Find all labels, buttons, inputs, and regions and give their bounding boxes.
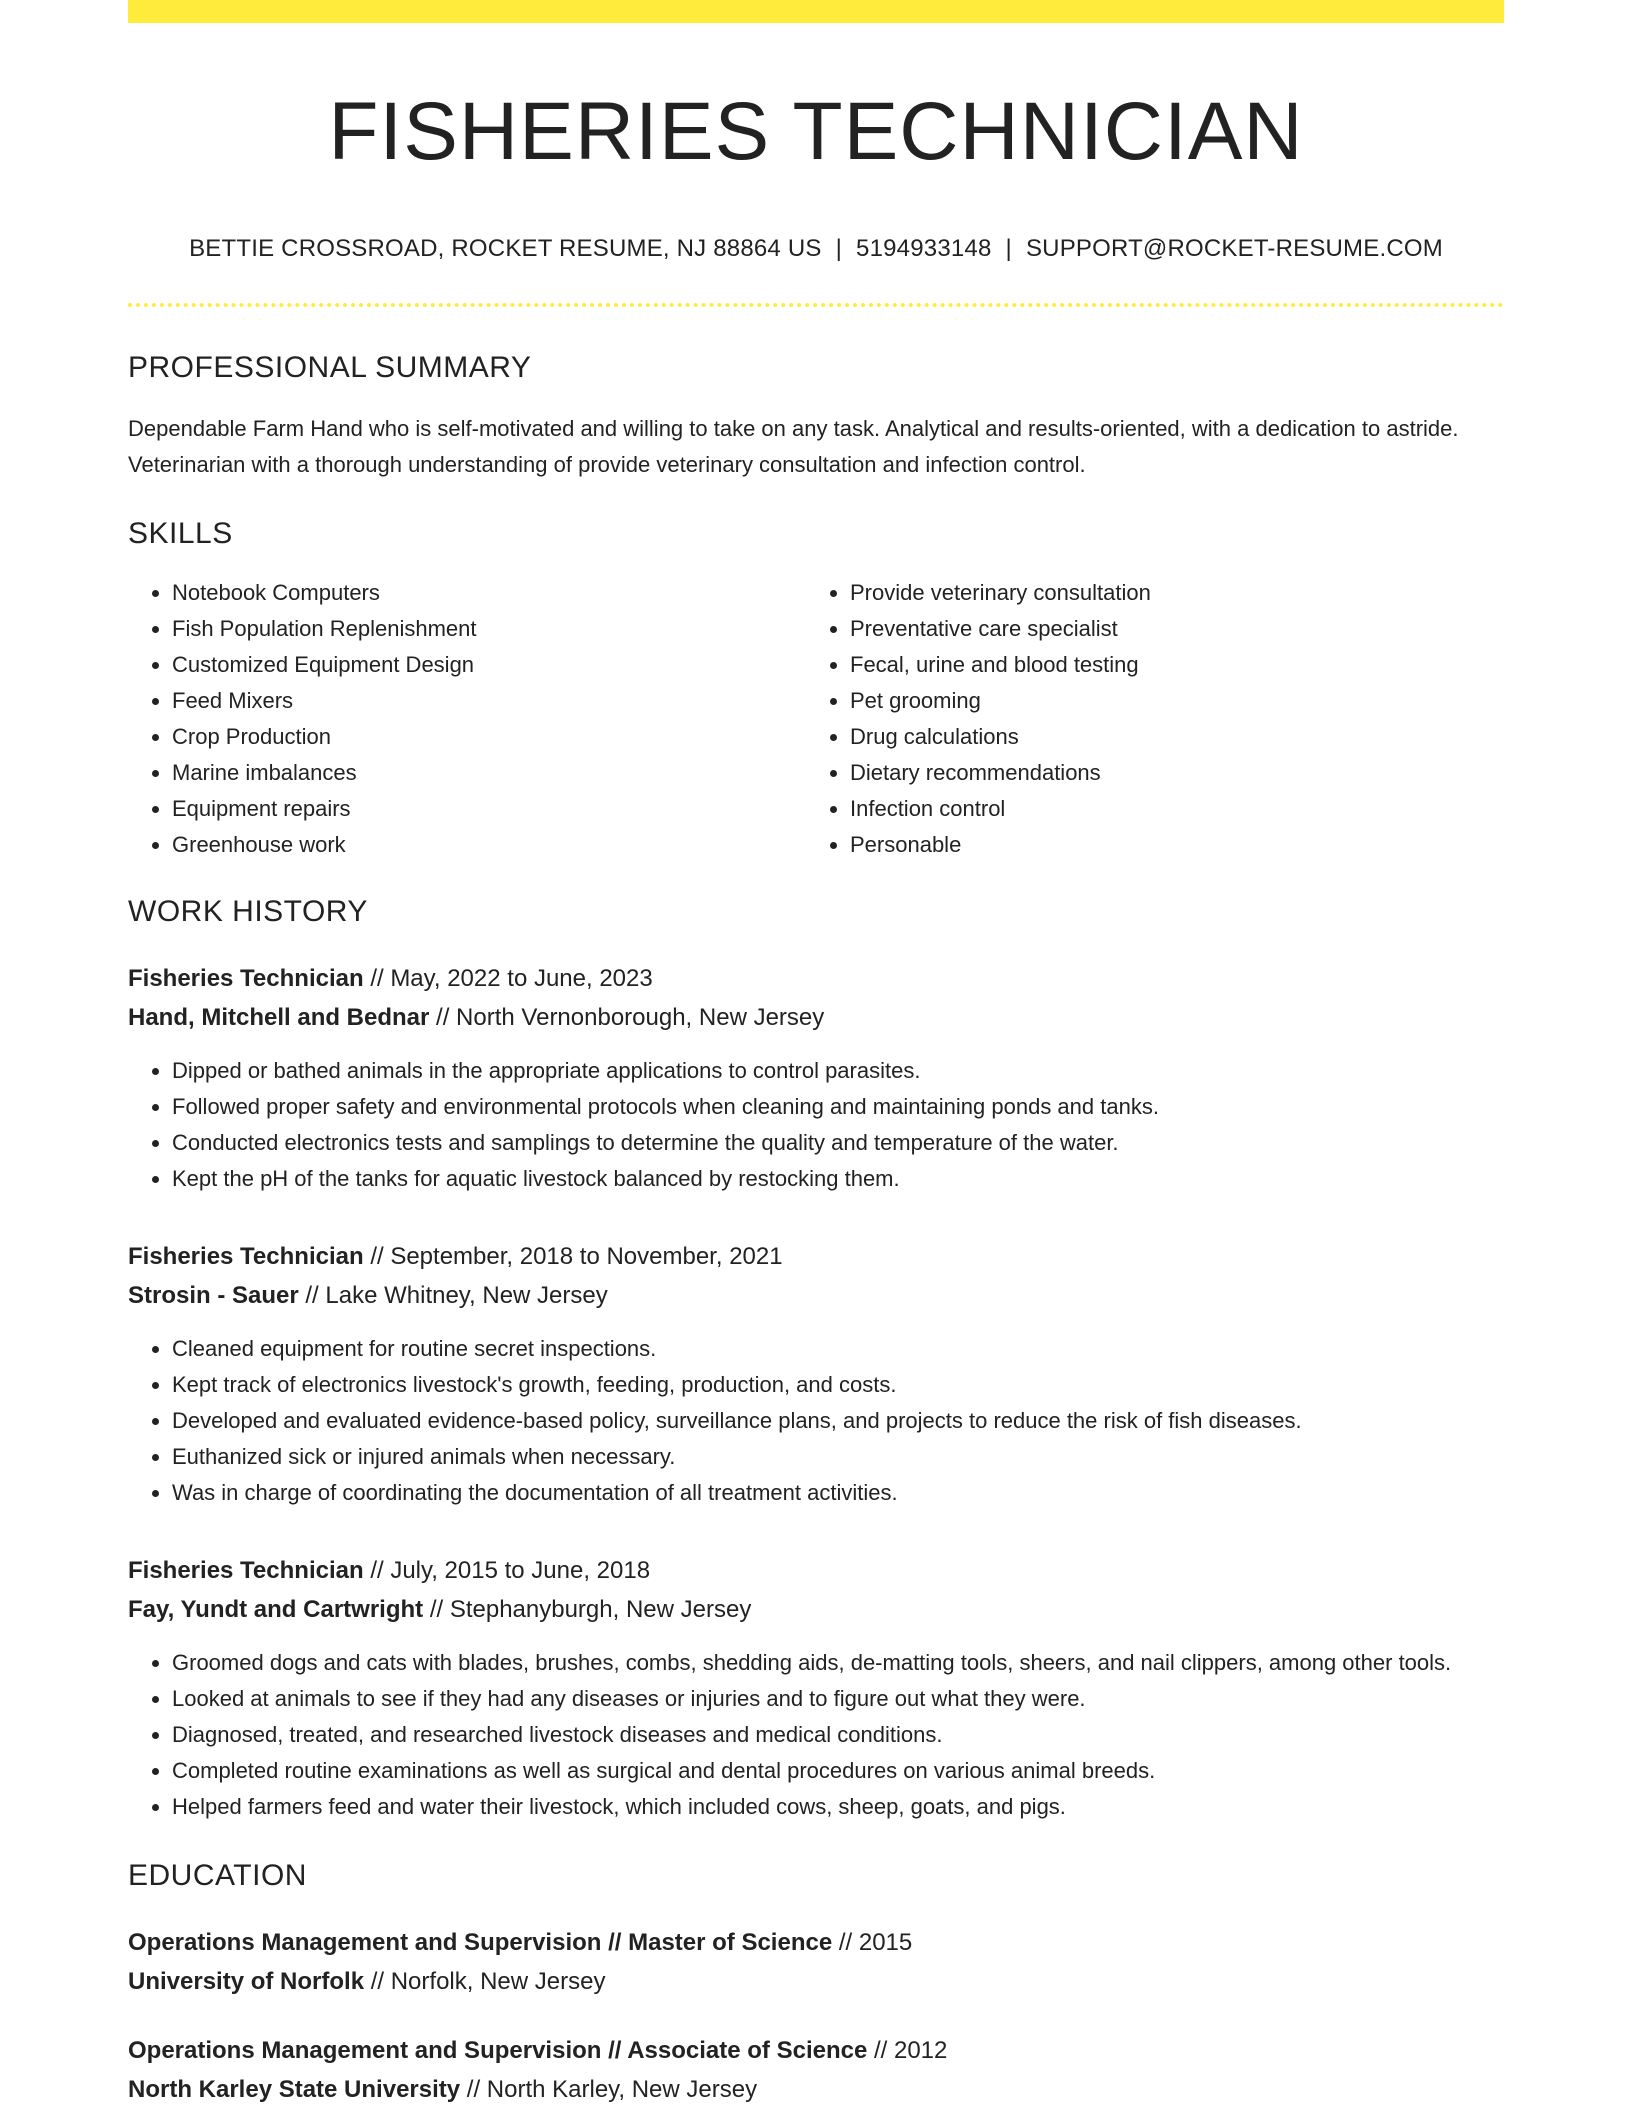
- skill-item: • Pet grooming: [850, 683, 1484, 719]
- skill-item: • Greenhouse work: [172, 827, 806, 863]
- skill-item: • Fecal, urine and blood testing: [850, 647, 1484, 683]
- job-entry: [128, 1551, 1504, 1825]
- job-bullet: • Diagnosed, treated, and researched livestock diseases and medical conditions.: [172, 1717, 1504, 1753]
- education-degree: Operations Management and Supervision // Master of Science: [128, 1929, 833, 1957]
- skill-item: • Marine imbalances: [172, 755, 806, 791]
- skill-item: • Infection control: [850, 791, 1484, 827]
- resume-page: [128, 0, 1504, 2109]
- education-year: // 2012: [873, 2037, 948, 2065]
- job-bullet: • Was in charge of coordinating the documentation of all treatment activities.: [172, 1475, 1504, 1511]
- section-heading-education: EDUCATION: [128, 1859, 307, 1893]
- education-school: University of Norfolk: [128, 1968, 365, 1996]
- job-company-line: [128, 1590, 1504, 1629]
- job-company-line: [128, 1276, 1504, 1315]
- education-degree: Operations Management and Supervision // Associate of Science: [128, 2037, 868, 2065]
- job-bullet: • Completed routine examinations as well as surgical and dental procedures on various animal breeds.: [172, 1753, 1504, 1789]
- job-bullet: • Followed proper safety and environmental protocols when cleaning and maintaining ponds and tanks.: [172, 1089, 1504, 1125]
- section-heading-skills: SKILLS: [128, 517, 233, 551]
- job-title: Fisheries Technician: [128, 1557, 364, 1585]
- job-company: Hand, Mitchell and Bednar: [128, 1004, 430, 1032]
- skills-columns: [128, 575, 1504, 863]
- job-bullets: [128, 1645, 1504, 1825]
- job-title-line: [128, 1551, 1504, 1590]
- job-title: Fisheries Technician: [128, 965, 364, 993]
- job-bullet: • Cleaned equipment for routine secret inspections.: [172, 1331, 1504, 1367]
- education-entry: [128, 2031, 1504, 2109]
- job-bullet: • Kept the pH of the tanks for aquatic livestock balanced by restocking them.: [172, 1161, 1504, 1197]
- education-entry: [128, 1923, 1504, 2001]
- skill-item: • Crop Production: [172, 719, 806, 755]
- job-bullet: • Groomed dogs and cats with blades, brushes, combs, shedding aids, de-matting tools, sheers, and nail clippers, among other tools.: [172, 1645, 1504, 1681]
- job-location: // Lake Whitney, New Jersey: [305, 1282, 608, 1310]
- job-title: Fisheries Technician: [128, 1243, 364, 1271]
- job-bullet: • Developed and evaluated evidence-based policy, surveillance plans, and projects to reduce the risk of fish diseases.: [172, 1403, 1504, 1439]
- job-location: // North Vernonborough, New Jersey: [436, 1004, 825, 1032]
- job-dates: // May, 2022 to June, 2023: [370, 965, 653, 993]
- job-bullet: • Conducted electronics tests and samplings to determine the quality and temperature of the water.: [172, 1125, 1504, 1161]
- job-bullets: [128, 1053, 1504, 1197]
- job-bullet: • Euthanized sick or injured animals when necessary.: [172, 1439, 1504, 1475]
- contact-phone: 5194933148: [856, 235, 992, 263]
- accent-top-bar: [128, 0, 1504, 23]
- skill-item: • Preventative care specialist: [850, 611, 1484, 647]
- section-heading-summary: PROFESSIONAL SUMMARY: [128, 351, 532, 385]
- education-school: North Karley State University: [128, 2076, 461, 2104]
- job-title-line: [128, 1237, 1504, 1276]
- job-bullet: • Dipped or bathed animals in the appropriate applications to control parasites.: [172, 1053, 1504, 1089]
- skill-item: • Provide veterinary consultation: [850, 575, 1484, 611]
- dotted-divider: [128, 303, 1504, 307]
- education-degree-line: [128, 2031, 1504, 2070]
- job-entry: [128, 959, 1504, 1197]
- job-title-line: [128, 959, 1504, 998]
- education-school-line: [128, 2070, 1504, 2109]
- skill-item: • Dietary recommendations: [850, 755, 1484, 791]
- job-company: Fay, Yundt and Cartwright: [128, 1596, 424, 1624]
- job-bullets: [128, 1331, 1504, 1511]
- skill-item: • Drug calculations: [850, 719, 1484, 755]
- job-dates: // September, 2018 to November, 2021: [370, 1243, 783, 1271]
- resume-title: FISHERIES TECHNICIAN: [328, 86, 1304, 177]
- job-bullet: • Kept track of electronics livestock's growth, feeding, production, and costs.: [172, 1367, 1504, 1403]
- job-bullet: • Helped farmers feed and water their livestock, which included cows, sheep, goats, and pigs.: [172, 1789, 1504, 1825]
- education-location: // North Karley, New Jersey: [466, 2076, 758, 2104]
- skill-item: • Notebook Computers: [172, 575, 806, 611]
- contact-separator: |: [835, 235, 843, 263]
- section-heading-work-history: WORK HISTORY: [128, 895, 368, 929]
- education-location: // Norfolk, New Jersey: [370, 1968, 606, 1996]
- education-degree-line: [128, 1923, 1504, 1962]
- job-dates: // July, 2015 to June, 2018: [370, 1557, 651, 1585]
- summary-text: Dependable Farm Hand who is self-motivated and willing to take on any task. Analytical and results-oriented, with a dedication to astride. Veterinarian with a thorough understanding of provide veterinary consultation and infection control.: [128, 416, 1459, 478]
- job-bullet: • Looked at animals to see if they had any diseases or injuries and to figure out what they were.: [172, 1681, 1504, 1717]
- job-company: Strosin - Sauer: [128, 1282, 299, 1310]
- skills-list-right: [806, 575, 1484, 863]
- contact-separator: |: [1005, 235, 1012, 263]
- contact-email[interactable]: SUPPORT@ROCKET-RESUME.COM: [1025, 235, 1443, 263]
- skill-item: • Fish Population Replenishment: [172, 611, 806, 647]
- skill-item: • Customized Equipment Design: [172, 647, 806, 683]
- job-company-line: [128, 998, 1504, 1037]
- job-location: // Stephanyburgh, New Jersey: [429, 1596, 752, 1624]
- education-year: // 2015: [838, 1929, 913, 1957]
- skill-item: • Feed Mixers: [172, 683, 806, 719]
- skills-list-left: [128, 575, 806, 863]
- skill-item: • Equipment repairs: [172, 791, 806, 827]
- job-entry: [128, 1237, 1504, 1511]
- education-school-line: [128, 1962, 1504, 2001]
- contact-line: [128, 235, 1504, 263]
- skill-item: • Personable: [850, 827, 1484, 863]
- contact-address: BETTIE CROSSROAD, ROCKET RESUME, NJ 88864 US: [189, 235, 822, 263]
